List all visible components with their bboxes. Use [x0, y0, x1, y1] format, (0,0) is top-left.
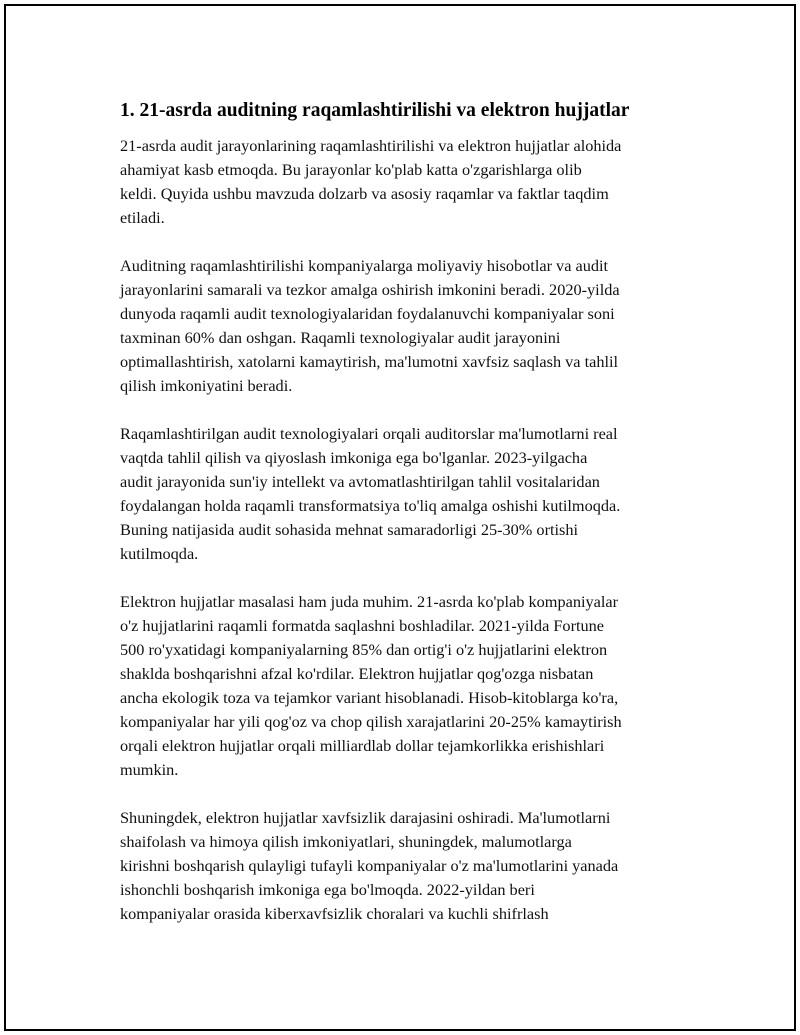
page-frame — [4, 4, 796, 1031]
paragraph-security: Shuningdek, elektron hujjatlar xavfsizlik darajasini oshiradi. Ma'lumotlarni shaifolash va himoya qilish imkoniyatlari, shuningdek, malumotlarga kirishni boshqarish qulayligi tufayli kompaniyalar o'z ma'lumotlarini yanada ishonchli boshqarish imkoniga ega bo'lmoqda. 2022-yildan beri kompaniyalar orasida kiberxavfsizlik choralari va kuchli shifrlash — [120, 808, 619, 923]
paragraph-digitalization: Auditning raqamlashtirilishi kompaniyalarga moliyaviy hisobotlar va audit jarayonlarini samarali va tezkor amalga oshirish imkonini beradi. 2020-yilda dunyoda raqamli audit texnologiyalaridan foydalanuvchi kompaniyalar soni taxminan 60% dan oshgan. Raqamli texnologiyalar audit jarayonini optimallashtirish, xatolarni kamaytirish, ma'lumotni xavfsiz saqlash va tahlil qilish imkoniyatini beradi. — [120, 256, 620, 395]
document-title: 1. 21-asrda auditning raqamlashtirilishi va elektron hujjatlar — [120, 100, 630, 121]
paragraph-intro: 21-asrda audit jarayonlarining raqamlashtirilishi va elektron hujjatlar alohida ahamiyat kasb etmoqda. Bu jarayonlar ko'plab katta o'zgarishlarga olib keldi. Quyida ushbu mavzuda dolzarb va asosiy raqamlar va faktlar taqdim etiladi. — [120, 136, 622, 227]
paragraph-audit-technologies: Raqamlashtirilgan audit texnologiyalari orqali auditorslar ma'lumotlarni real vaqtda tahlil qilish va qiyoslash imkoniga ega bo'lganlar. 2023-yilgacha audit jarayonida sun'iy intellekt va avtomatlashtirilgan tahlil vositalaridan foydalangan holda raqamli transformatsiya to'liq amalga oshishi kutilmoqda. Buning natijasida audit sohasida mehnat samaradorligi 25-30% ortishi kutilmoqda. — [120, 424, 621, 563]
paragraph-electronic-documents: Elektron hujjatlar masalasi ham juda muhim. 21-asrda ko'plab kompaniyalar o'z hujjatlarini raqamli formatda saqlashni boshladilar. 2021-yilda Fortune 500 ro'yxatidagi kompaniyalarning 85% dan ortig'i o'z hujjatlarini elektron shaklda boshqarishni afzal ko'rdilar. Elektron hujjatlar qog'ozga nisbatan ancha ekologik toza va tejamkor variant hisoblanadi. Hisob-kitoblarga ko'ra, kompaniyalar har yili qog'oz va chop qilish xarajatlarini 20-25% kamaytirish orqali elektron hujjatlar orqali milliardlab dollar tejamkorlikka erishishlari mumkin. — [120, 592, 622, 779]
document-body — [120, 98, 700, 950]
